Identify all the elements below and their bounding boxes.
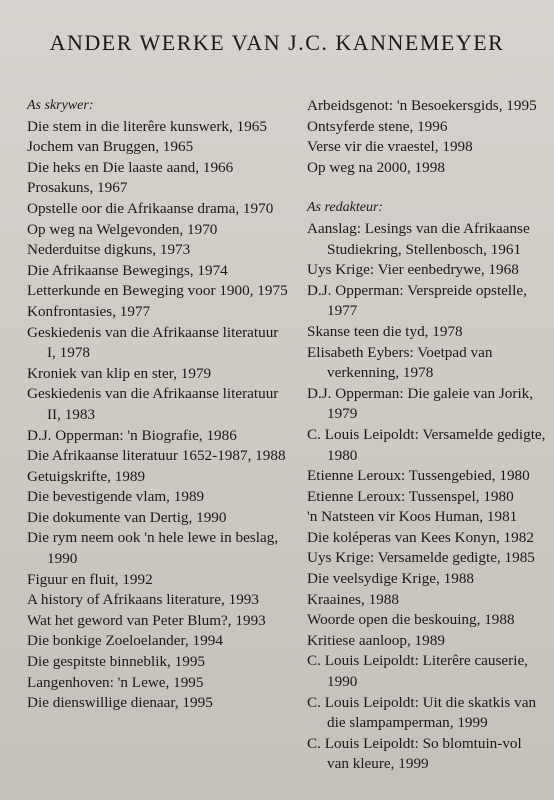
bibliography-entry: Kritiese aanloop, 1989 [307,631,445,649]
bibliography-entry: D.J. Opperman: Die galeie van Jorik, 1979 [307,384,534,423]
bibliography-entry: Die koléperas van Kees Konyn, 1982 [307,528,534,546]
bibliography-entry: C. Louis Leipoldt: So blomtuin-vol van kleure, 1999 [307,734,522,773]
bibliography-entry: Op weg na Welgevonden, 1970 [27,220,218,238]
bibliography-entry: Geskiedenis van die Afrikaanse literatuur II, 1983 [27,385,279,423]
bibliography-entry: Etienne Leroux: Tussengebied, 1980 [307,467,530,485]
editor-works-list [307,219,547,775]
bibliography-entry: Geskiedenis van die Afrikaanse literatuur I, 1978 [27,323,279,362]
bibliography-entry: Opstelle oor die Afrikaanse drama, 1970 [27,199,274,217]
bibliography-entry: Die dienswillige dienaar, 1995 [27,694,213,712]
section-heading-author: As skrywer: [27,98,94,113]
bibliography-entry: C. Louis Leipoldt: Literêre causerie, 1990 [307,652,528,691]
bibliography-entry: Langenhoven: 'n Lewe, 1995 [27,673,204,691]
bibliography-entry: Die bonkige Zoeloelander, 1994 [27,632,223,650]
bibliography-entry: Woorde open die beskouing, 1988 [307,611,515,629]
bibliography-entry: D.J. Opperman: Verspreide opstelle, 1977 [307,281,527,320]
bibliography-entry: Getuigskrifte, 1989 [27,467,146,485]
bibliography-entry: Skanse teen die tyd, 1978 [307,322,463,340]
bibliography-entry: Letterkunde en Beweging voor 1900, 1975 [27,282,288,300]
bibliography-entry: Etienne Leroux: Tussenspel, 1980 [307,487,514,505]
bibliography-entry: Kraaines, 1988 [307,590,399,608]
bibliography-entry: Ontsyferde stene, 1996 [307,117,448,135]
bibliography-entry: Die gespitste binneblik, 1995 [27,653,206,671]
bibliography-entry: Die bevestigende vlam, 1989 [27,488,205,506]
bibliography-entry: Uys Krige: Vier eenbedrywe, 1968 [307,261,519,279]
bibliography-entry: Konfrontasies, 1977 [27,302,151,320]
author-works-continued-list [307,96,547,178]
bibliography-entry: Verse vir die vraestel, 1998 [307,138,473,156]
bibliography-entry: C. Louis Leipoldt: Uit die skatkis van die slampamperman, 1999 [307,693,537,732]
bibliography-entry: Op weg na 2000, 1998 [307,158,445,176]
bibliography-entry: Nederduitse digkuns, 1973 [27,241,191,259]
bibliography-entry: Die veelsydige Krige, 1988 [307,570,475,588]
bibliography-entry: Die heks en Die laaste aand, 1966 [27,158,234,176]
bibliography-entry: Figuur en fluit, 1992 [27,570,153,588]
bibliography-entry: Aanslag: Lesings van die Afrikaanse Studiekring, Stellenbosch, 1961 [307,219,530,258]
bibliography-entry: A history of Afrikaans literature, 1993 [27,591,259,609]
bibliography-entry: Jochem van Bruggen, 1965 [27,138,194,156]
page-title: ANDER WERKE VAN J.C. KANNEMEYER [49,30,505,55]
bibliography-entry: Die rym neem ook 'n hele lewe in beslag, 1990 [27,529,279,568]
bibliography-entry: Prosakuns, 1967 [27,179,128,197]
bibliography-entry: C. Louis Leipoldt: Versamelde gedigte, 1980 [307,425,546,464]
bibliography-entry: D.J. Opperman: 'n Biografie, 1986 [27,426,237,444]
section-gap [307,178,547,198]
bibliography-entry: Kroniek van klip en ster, 1979 [27,364,212,382]
bibliography-entry: Die Afrikaanse literatuur 1652-1987, 1988 [27,447,286,465]
bibliography-entry: 'n Natsteen vir Koos Human, 1981 [307,508,518,526]
section-heading-editor: As redakteur: [307,200,384,216]
right-column [307,96,547,775]
bibliography-entry: Die dokumente van Dertig, 1990 [27,508,227,526]
bibliography-entry: Wat het geword van Peter Blum?, 1993 [27,611,266,629]
author-works-list [27,117,289,714]
bibliography-entry: Die Afrikaanse Bewegings, 1974 [27,261,228,279]
bibliography-entry: Arbeidsgenot: 'n Besoekersgids, 1995 [307,97,537,114]
bibliography-entry: Die stem in die literêre kunswerk, 1965 [27,117,267,135]
bibliography-entry: Elisabeth Eybers: Voetpad van verkenning, 1978 [307,343,493,382]
left-column [27,96,289,714]
bibliography-entry: Uys Krige: Versamelde gedigte, 1985 [307,549,535,567]
